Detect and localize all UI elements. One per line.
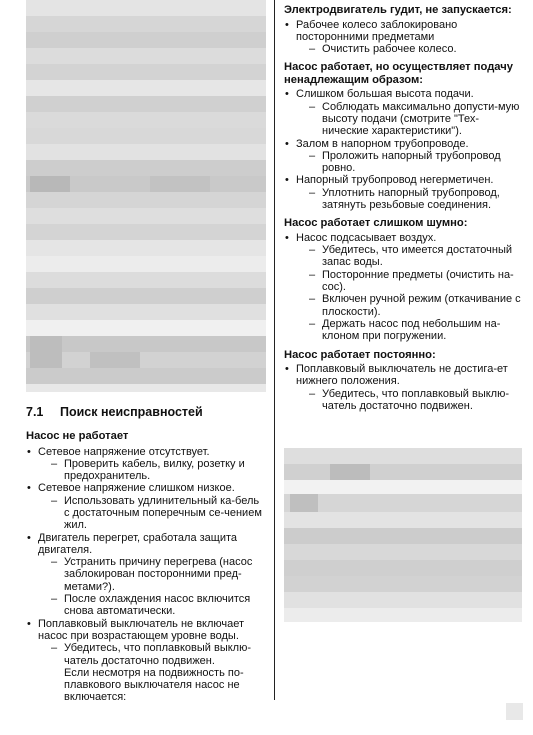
right-list-1 <box>284 19 524 56</box>
list-item: • Рабочее колесо заблокировано посторонними предметами – Очистить рабочее колесо. <box>284 19 524 56</box>
list-item: • Двигатель перегрет, сработала защита двигателя. – Устранить причину перегрева (насос заблокирован посторонними пред-метами?). – После охлаждения насос включится снова автоматически. <box>26 532 266 618</box>
list-item: • Напорный трубопровод негерметичен. – Уплотнить напорный трубопровод, затянуть резьбовые соединения. <box>284 174 524 211</box>
list-subitem: – Соблюдать максимально допусти-мую высоту подачи (смотрите "Тех-нические характеристики"). <box>296 101 524 138</box>
heading-motor-hums: Электродвигатель гудит, не запускается: <box>284 4 512 16</box>
list-subitem: – Убедитесь, что имеется достаточный запас воды. <box>296 244 524 269</box>
section-number: 7.1 <box>26 405 44 419</box>
section-title <box>26 405 203 419</box>
heading-pump-not-working: Насос не работает <box>26 430 129 442</box>
list-subitem: – Посторонние предметы (очистить на-сос). <box>296 269 524 294</box>
heading-pump-noisy: Насос работает слишком шумно: <box>284 217 468 230</box>
list-subitem: – Уплотнить напорный трубопровод, затянуть резьбовые соединения. <box>296 187 524 212</box>
list-subitem: – Убедитесь, что поплавковый выклю-чатель достаточно подвижен. <box>296 388 524 413</box>
heading-pump-improper-flow: Насос работает, но осуществляет подачу ненадлежащим образом: <box>284 61 513 86</box>
list-subitem: – Проложить напорный трубопровод ровно. <box>296 150 524 175</box>
corner-mark <box>506 703 523 720</box>
column-divider <box>274 0 275 700</box>
list-item: • Сетевое напряжение отсутствует. – Проверить кабель, вилку, розетку и предохранитель. <box>26 446 266 483</box>
list-item: • Слишком большая высота подачи. – Соблюдать максимально допусти-мую высоту подачи (смотрите "Тех-нические характеристики"). <box>284 88 524 137</box>
list-subitem: – Убедитесь, что поплавковый выклю-чатель достаточно подвижен. <box>38 642 266 667</box>
list-item: • Сетевое напряжение слишком низкое. – Использовать удлинительный ка-бель с достаточным поперечным се-чением жил. <box>26 482 266 531</box>
list-subitem: – Очистить рабочее колесо. <box>296 43 524 55</box>
list-subitem: – После охлаждения насос включится снова автоматически. <box>38 593 266 618</box>
list-subitem: – Проверить кабель, вилку, розетку и предохранитель. <box>38 458 266 483</box>
list-subitem: – Держать насос под небольшим на-клоном при погружении. <box>296 318 524 343</box>
list-item: • Насос подсасывает воздух. – Убедитесь, что имеется достаточный запас воды. – Посторонние предметы (очистить на-сос). – Включен ручной режим (откачивание с плоскости). – Держать насос под небольшим на-клоном при погружении. <box>284 232 524 343</box>
list-subitem: – Устранить причину перегрева (насос заблокирован посторонними пред-метами?). <box>38 556 266 593</box>
list-subitem: – Использовать удлинительный ка-бель с достаточным поперечным се-чением жил. <box>38 495 266 532</box>
list-note: Если несмотря на подвижность по-плавкового выключателя насос не включается: <box>64 666 244 704</box>
left-list <box>26 446 266 704</box>
right-list-3 <box>284 232 524 343</box>
right-list-4 <box>284 363 524 412</box>
list-item: • Поплавковый выключатель не включает насос при возрастающем уровне воды. – Убедитесь, что поплавковый выклю-чатель достаточно подвижен. Если несмотря на подвижность по-плавкового выключателя насос не включается: <box>26 618 266 704</box>
heading-pump-runs-constantly: Насос работает постоянно: <box>284 348 436 361</box>
right-column <box>284 4 524 412</box>
left-column <box>26 430 266 704</box>
list-item: • Поплавковый выключатель не достига-ет нижнего положения. – Убедитесь, что поплавковый выклю-чатель достаточно подвижен. <box>284 363 524 412</box>
right-list-2 <box>284 88 524 211</box>
list-item: • Залом в напорном трубопроводе. – Проложить напорный трубопровод ровно. <box>284 138 524 175</box>
list-subitem: – Включен ручной режим (откачивание с плоскости). <box>296 293 524 318</box>
section-title-text: Поиск неисправностей <box>60 405 203 419</box>
